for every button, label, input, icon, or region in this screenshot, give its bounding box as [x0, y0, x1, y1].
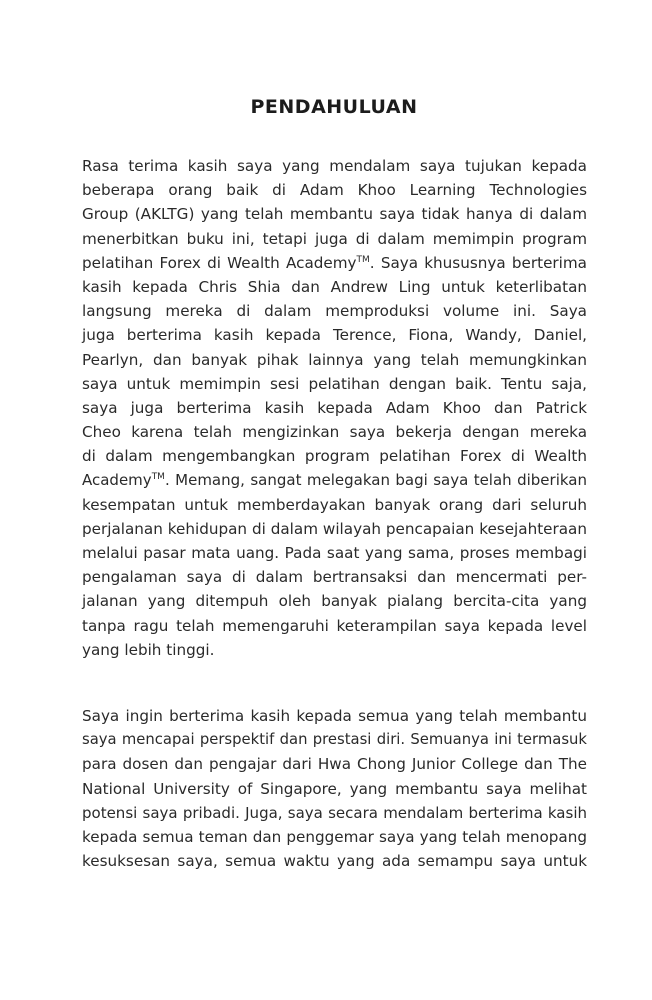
text-line: yang lebih tinggi. [82, 640, 215, 659]
text-line [82, 251, 587, 275]
text-line: para dosen dan pengajar dari Hwa Chong Junior College dan The [82, 755, 587, 774]
text-line: National University of Singapore, yang membantu saya melihat [82, 779, 587, 798]
text-line: beberapa orang baik di Adam Khoo Learning Technologies [82, 181, 587, 200]
text-line: saya mencapai perspektif dan prestasi diri. Semuanya ini termasuk [82, 731, 587, 749]
text-line: kepada semua teman dan penggemar saya yang telah menopang [82, 827, 587, 846]
line-text-tail: . Saya khususnya berterima [369, 253, 587, 272]
text-line: pengalaman saya di dalam bertransaksi dan mencermati per- [82, 568, 587, 587]
text-line: juga berterima kasih kepada Terence, Fiona, Wandy, Daniel, [82, 326, 587, 345]
text-line: kesempatan untuk memberdayakan banyak orang dari seluruh [82, 495, 587, 514]
line-text-head: Academy [82, 471, 152, 490]
text-line: jalanan yang ditempuh oleh banyak pialang bercita-cita yang [82, 592, 587, 611]
text-line [82, 468, 587, 492]
trademark-mark: TM [151, 472, 165, 483]
paragraph-acknowledgement-2 [82, 704, 587, 873]
text-line: potensi saya pribadi. Juga, saya secara mendalam berterima kasih [82, 803, 587, 822]
paragraph-acknowledgement-1 [82, 154, 587, 662]
trademark-mark: TM [356, 254, 370, 265]
text-line: saya untuk memimpin sesi pelatihan dengan baik. Tentu saja, [82, 374, 587, 393]
text-line: kesuksesan saya, semua waktu yang ada semampu saya untuk [82, 852, 587, 871]
text-line: Group (AKLTG) yang telah membantu saya tidak hanya di dalam [82, 205, 587, 224]
text-line: langsung mereka di dalam memproduksi volume ini. Saya [82, 302, 587, 321]
text-line: melalui pasar mata uang. Pada saat yang sama, proses membagi [82, 544, 587, 562]
text-line: menerbitkan buku ini, tetapi juga di dalam memimpin program [82, 229, 587, 248]
line-text-tail: . Memang, sangat melegakan bagi saya telah diberikan [164, 471, 587, 490]
text-line: Rasa terima kasih saya yang mendalam saya tujukan kepada [82, 157, 587, 175]
text-line: Pearlyn, dan banyak pihak lainnya yang telah memungkinkan [82, 350, 587, 369]
page-title: PENDAHULUAN [250, 96, 418, 118]
line-text-head: pelatihan Forex di Wealth Academy [82, 253, 357, 272]
text-line: perjalanan kehidupan di dalam wilayah pencapaian kesejahteraan [82, 519, 587, 538]
text-line: Cheo karena telah mengizinkan saya bekerja dengan mereka [82, 423, 587, 442]
text-line: Saya ingin berterima kasih kepada semua yang telah membantu [82, 707, 587, 725]
text-line: tanpa ragu telah memengaruhi keterampilan saya kepada level [82, 616, 587, 635]
text-line: di dalam mengembangkan program pelatihan Forex di Wealth [82, 447, 587, 466]
text-line: kasih kepada Chris Shia dan Andrew Ling untuk keterlibatan [82, 277, 587, 296]
text-line: saya juga berterima kasih kepada Adam Khoo dan Patrick [82, 398, 587, 417]
